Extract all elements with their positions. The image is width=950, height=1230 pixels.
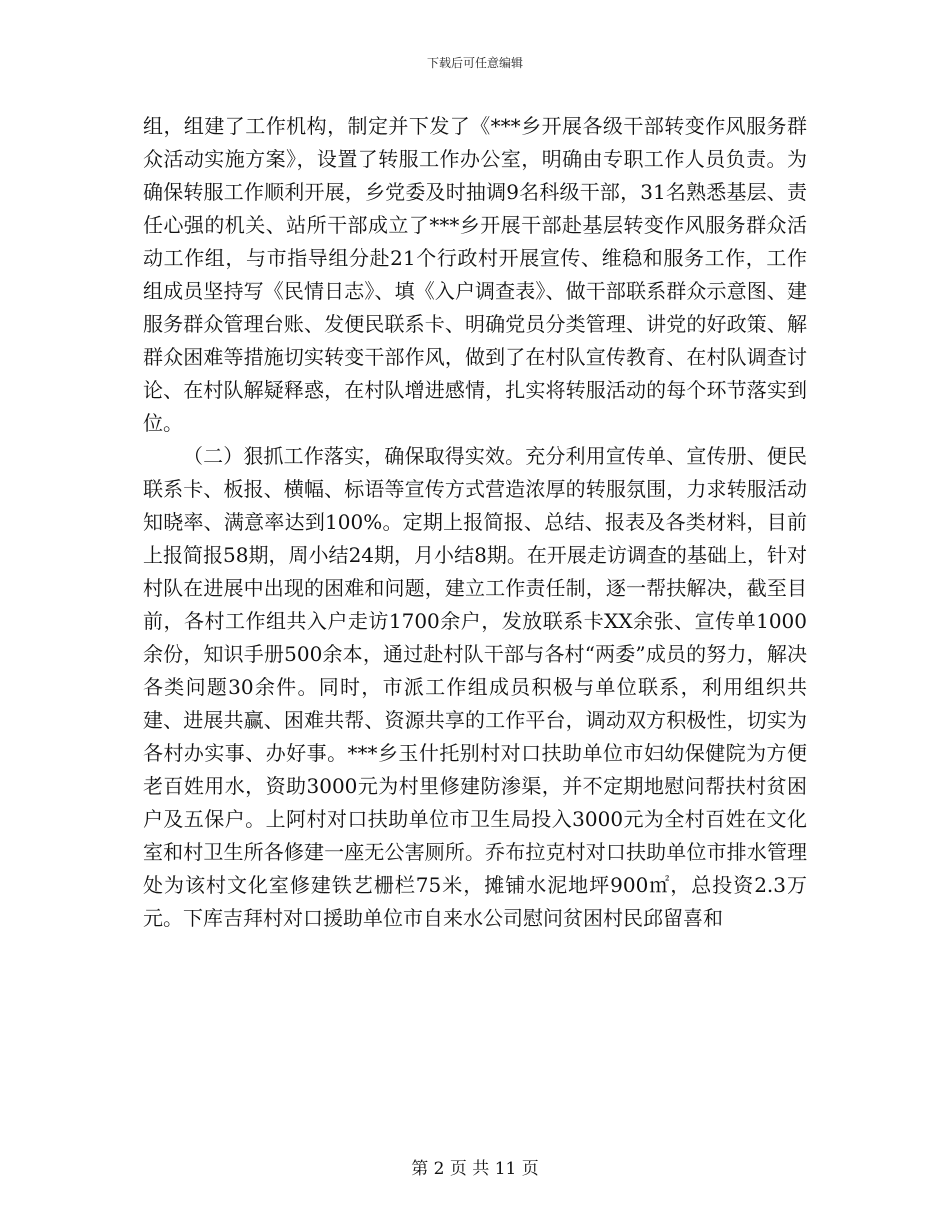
paragraph-section-two: （二）狠抓工作落实，确保取得实效。充分利用宣传单、宣传册、便民联系卡、板报、横幅、标语等宣传方式营造浓厚的转服氛围，力求转服活动知晓率、满意率达到100%。定期上报简报、总结、报表及各类材料，目前上报简报58期，周小结24期，月小结8期。在开展走访调查的基础上，针对村队在进展中出现的困难和问题，建立工作责任制，逐一帮扶解决，截至目前，各村工作组共入户走访1700余户，发放联系卡XX余张、宣传单1000余份，知识手册500余本，通过赴村队干部与各村“两委”成员的努力，解决各类问题30余件。同时，市派工作组成员积极与单位联系，利用组织共建、进展共赢、困难共帮、资源共享的工作平台，调动双方积极性，切实为各村办实事、办好事。***乡玉什托别村对口扶助单位市妇幼保健院为方便老百姓用水，资助3000元为村里修建防渗渠，并不定期地慰问帮扶村贫困户及五保户。上阿村对口扶助单位市卫生局投入3000元为全村百姓在文化室和村卫生所各修建一座无公害厕所。乔布拉克村对口扶助单位市排水管理处为该村文化室修建铁艺栅栏75米，摊铺水泥地坪900㎡，总投资2.3万元。下库吉拜村对口援助单位市自来水公司慰问贫困村民邱留喜和 [143,444,807,930]
document-body [143,110,807,935]
page-header: 下载后可任意编辑 [426,56,523,70]
page-footer: 第 2 页 共 11 页 [411,1159,539,1179]
paragraph-continuation: 组，组建了工作机构，制定并下发了《***乡开展各级干部转变作风服务群众活动实施方案》，设置了转服工作办公室，明确由专职工作人员负责。为确保转服工作顺利开展，乡党委及时抽调9名科级干部，31名熟悉基层、责任心强的机关、站所干部成立了***乡开展干部赴基层转变作风服务群众活动工作组，与市指导组分赴21个行政村开展宣传、维稳和服务工作，工作组成员坚持写《民情日志》、填《入户调查表》、做干部联系群众示意图、建服务群众管理台账、发便民联系卡、明确党员分类管理、讲党的好政策、解群众困难等措施切实转变干部作风，做到了在村队宣传教育、在村队调查讨论、在村队解疑释惑，在村队增进感情，扎实将转服活动的每个环节落实到位。 [143,114,807,435]
